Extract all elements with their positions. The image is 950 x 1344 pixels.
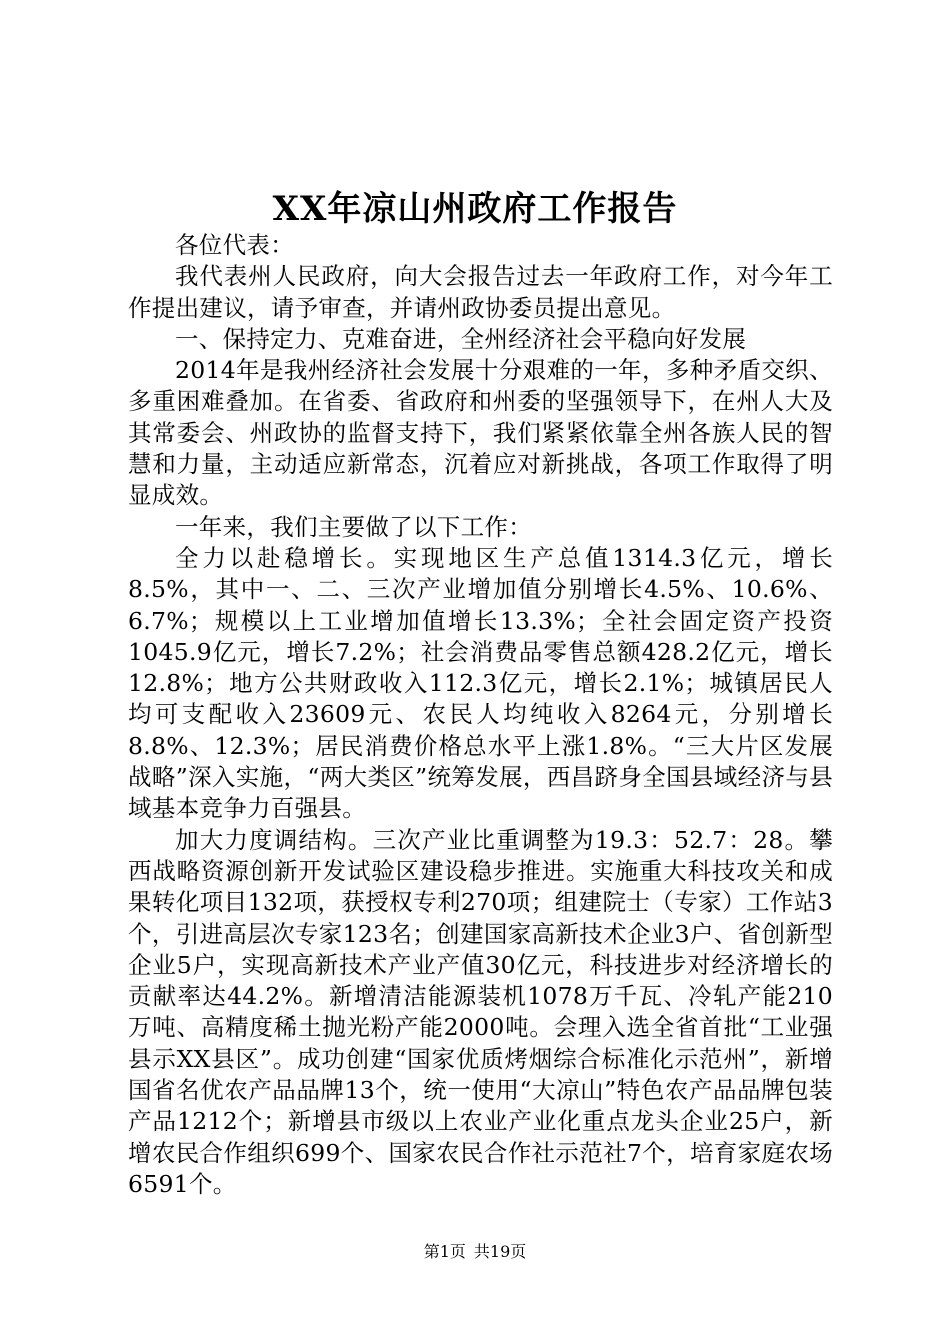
body-paragraph: 一年来，我们主要做了以下工作： [175,512,532,541]
page-number: 第1页 [423,1242,466,1261]
salutation-paragraph: 各位代表： [175,231,294,259]
document-title: XX年凉山州政府工作报告 [272,189,678,229]
document-body [128,230,833,1200]
page-total: 共19页 [473,1242,527,1261]
page-footer [0,1241,950,1263]
body-paragraph: 全力以赴稳增长。实现地区生产总值1314.3亿元，增长8.5%，其中一、二、三次产业增加值分别增长4.5%、10.6%、6.7%；规模以上工业增加值增长13.3%；全社会固定资产投资1045.9亿元，增长7.2%；社会消费品零售总额428.2亿元，增长12.8%；地方公共财政收入112.3亿元，增长2.1%；城镇居民人均可支配收入23609元、农民人均纯收入8264元，分别增长8.8%、12.3%；居民消费价格总水平上涨1.8%。“三大片区发展战略”深入实施，“两大类区”统筹发展，西昌跻身全国县域经济与县域基本竞争力百强县。 [128,543,833,823]
section-heading: 一、保持定力、克难奋进，全州经济社会平稳向好发展 [175,324,747,353]
intro-paragraph: 我代表州人民政府，向大会报告过去一年政府工作，对今年工作提出建议，请予审查，并请州政协委员提出意见。 [128,262,833,322]
body-paragraph: 加大力度调结构。三次产业比重调整为19.3：52.7：28。攀西战略资源创新开发试验区建设稳步推进。实施重大科技攻关和成果转化项目132项，获授权专利270项；组建院士（专家）工作站3个，引进高层次专家123名；创建国家高新技术企业3户、省创新型企业5户，实现高新技术产业产值30亿元，科技进步对经济增长的贡献率达44.2%。新增清洁能源装机1078万千瓦、冷轧产能210万吨、高精度稀土抛光粉产能2000吨。会理入选全省首批“工业强县示XX县区”。成功创建“国家优质烤烟综合标准化示范州”，新增国省名优农产品品牌13个，统一使用“大凉山”特色农产品品牌包装产品1212个；新增县市级以上农业产业化重点龙头企业25户，新增农民合作组织699个、国家农民合作社示范社7个，培育家庭农场6591个。 [128,825,833,1198]
body-paragraph: 2014年是我州经济社会发展十分艰难的一年，多种矛盾交织、多重困难叠加。在省委、省政府和州委的坚强领导下，在州人大及其常委会、州政协的监督支持下，我们紧紧依靠全州各族人民的智慧和力量，主动适应新常态，沉着应对新挑战，各项工作取得了明显成效。 [128,356,833,510]
